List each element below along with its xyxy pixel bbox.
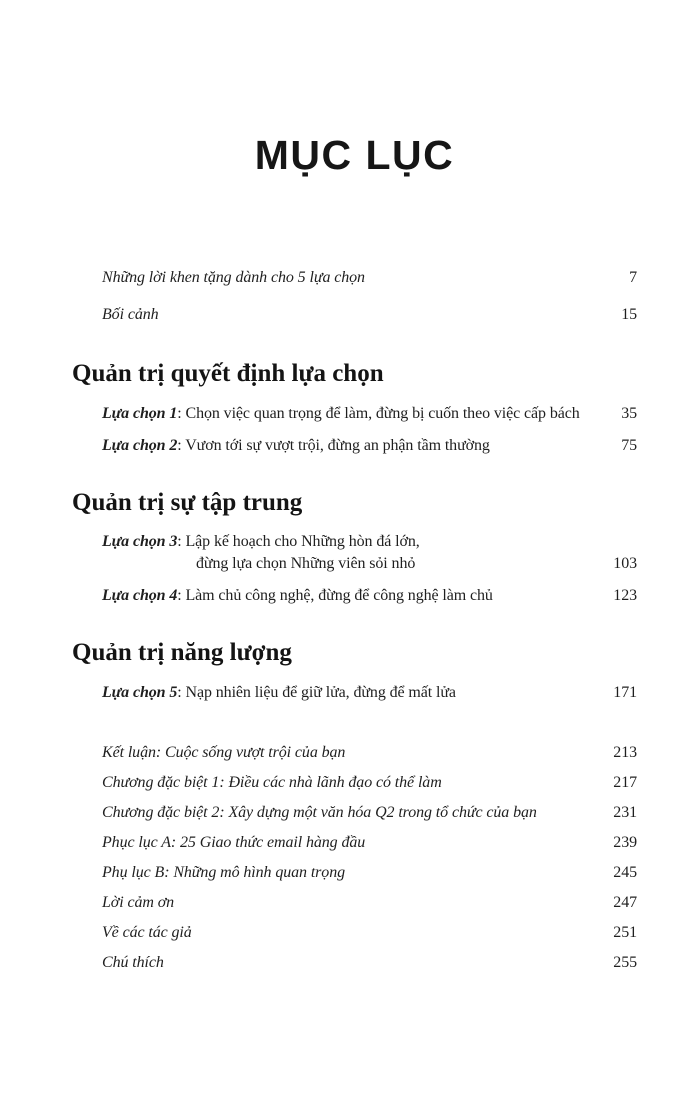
toc-entry-page: 7: [629, 269, 637, 287]
toc-entry-page: 123: [613, 587, 637, 605]
toc-entry: [102, 772, 637, 794]
toc-entry-text: : Chọn việc quan trọng để làm, đừng bị cuốn theo việc cấp bách: [177, 404, 580, 422]
toc-entry: [102, 531, 637, 575]
toc-entry-page: 213: [613, 743, 637, 761]
toc-entry-page: 171: [613, 683, 637, 701]
toc-entry-prefix: Lựa chọn 4: [102, 587, 178, 605]
toc-entry-text: : Lập kế hoạch cho Những hòn đá lớn,: [177, 533, 420, 551]
toc-entry: [102, 832, 637, 854]
toc-entry-prefix: Lựa chọn 2: [102, 436, 178, 454]
toc-entry-label: [102, 585, 599, 607]
toc-entry-page: 103: [613, 555, 637, 573]
front-matter-list: [72, 267, 637, 326]
toc-entry: [102, 862, 637, 884]
toc-entry-label: [102, 403, 607, 425]
toc-entry: [102, 682, 637, 704]
toc-entry-label: Kết luận: Cuộc sống vượt trội của bạn: [102, 743, 346, 761]
toc-entry-prefix: Lựa chọn 1: [102, 404, 178, 422]
toc-entry-label: Phụ lục B: Những mô hình quan trọng: [102, 863, 345, 881]
toc-entry-label: [102, 531, 599, 575]
section-heading: Quản trị quyết định lựa chọn: [72, 360, 384, 388]
toc-entry: [102, 267, 637, 289]
toc-entry-label: Bối cảnh: [102, 306, 159, 324]
toc-entry: [102, 403, 637, 425]
toc-entry-page: 255: [613, 953, 637, 971]
toc-entry: [102, 922, 637, 944]
toc-entry-page: 247: [613, 893, 637, 911]
toc-entry-page: 75: [621, 436, 637, 454]
section-heading: Quản trị năng lượng: [72, 639, 292, 667]
toc-entry-label: [102, 435, 607, 457]
toc-entry: [102, 304, 637, 326]
toc-entry-label: Phục lục A: 25 Giao thức email hàng đầu: [102, 833, 366, 851]
section-heading: Quản trị sự tập trung: [72, 488, 303, 516]
page-title: MỤC LỤC: [254, 132, 455, 178]
toc-entry: [102, 435, 637, 457]
toc-entry-text-line2: đừng lựa chọn Những viên sỏi nhỏ: [196, 555, 416, 573]
toc-entry-label: Những lời khen tặng dành cho 5 lựa chọn: [102, 269, 365, 287]
toc-entry-text: : Làm chủ công nghệ, đừng để công nghệ làm chủ: [177, 587, 493, 605]
toc-entry-page: 239: [613, 833, 637, 851]
toc-entry: [102, 742, 637, 764]
toc-entry-label: Lời cảm ơn: [102, 893, 175, 911]
toc-entry-label: [102, 682, 599, 704]
toc-entry-page: 35: [621, 404, 637, 422]
toc-entry-prefix: Lựa chọn 5: [102, 683, 178, 701]
toc-entry-text: : Nạp nhiên liệu để giữ lửa, đừng để mất lửa: [177, 683, 456, 701]
toc-entry-label: Chương đặc biệt 2: Xây dựng một văn hóa Q2 trong tổ chức của bạn: [102, 803, 537, 821]
toc-entry: [102, 892, 637, 914]
toc-entry-page: 231: [613, 803, 637, 821]
toc-entry: [102, 585, 637, 607]
sections-list: [72, 358, 637, 704]
toc-entry-label: Chú thích: [102, 953, 164, 971]
toc-entry-page: 217: [613, 773, 637, 791]
toc-entry: [102, 952, 637, 974]
toc-entry-page: 251: [613, 923, 637, 941]
back-matter-list: [72, 742, 637, 974]
toc-entry-page: 245: [613, 863, 637, 881]
toc-entry-text: : Vươn tới sự vượt trội, đừng an phận tầm thường: [177, 436, 490, 454]
toc-entry-label: Về các tác giả: [102, 923, 192, 941]
toc-entry-label: Chương đặc biệt 1: Điều các nhà lãnh đạo có thể làm: [102, 773, 442, 791]
toc-entry: [102, 802, 637, 824]
toc-entry-prefix: Lựa chọn 3: [102, 533, 178, 551]
toc-entry-page: 15: [621, 306, 637, 324]
